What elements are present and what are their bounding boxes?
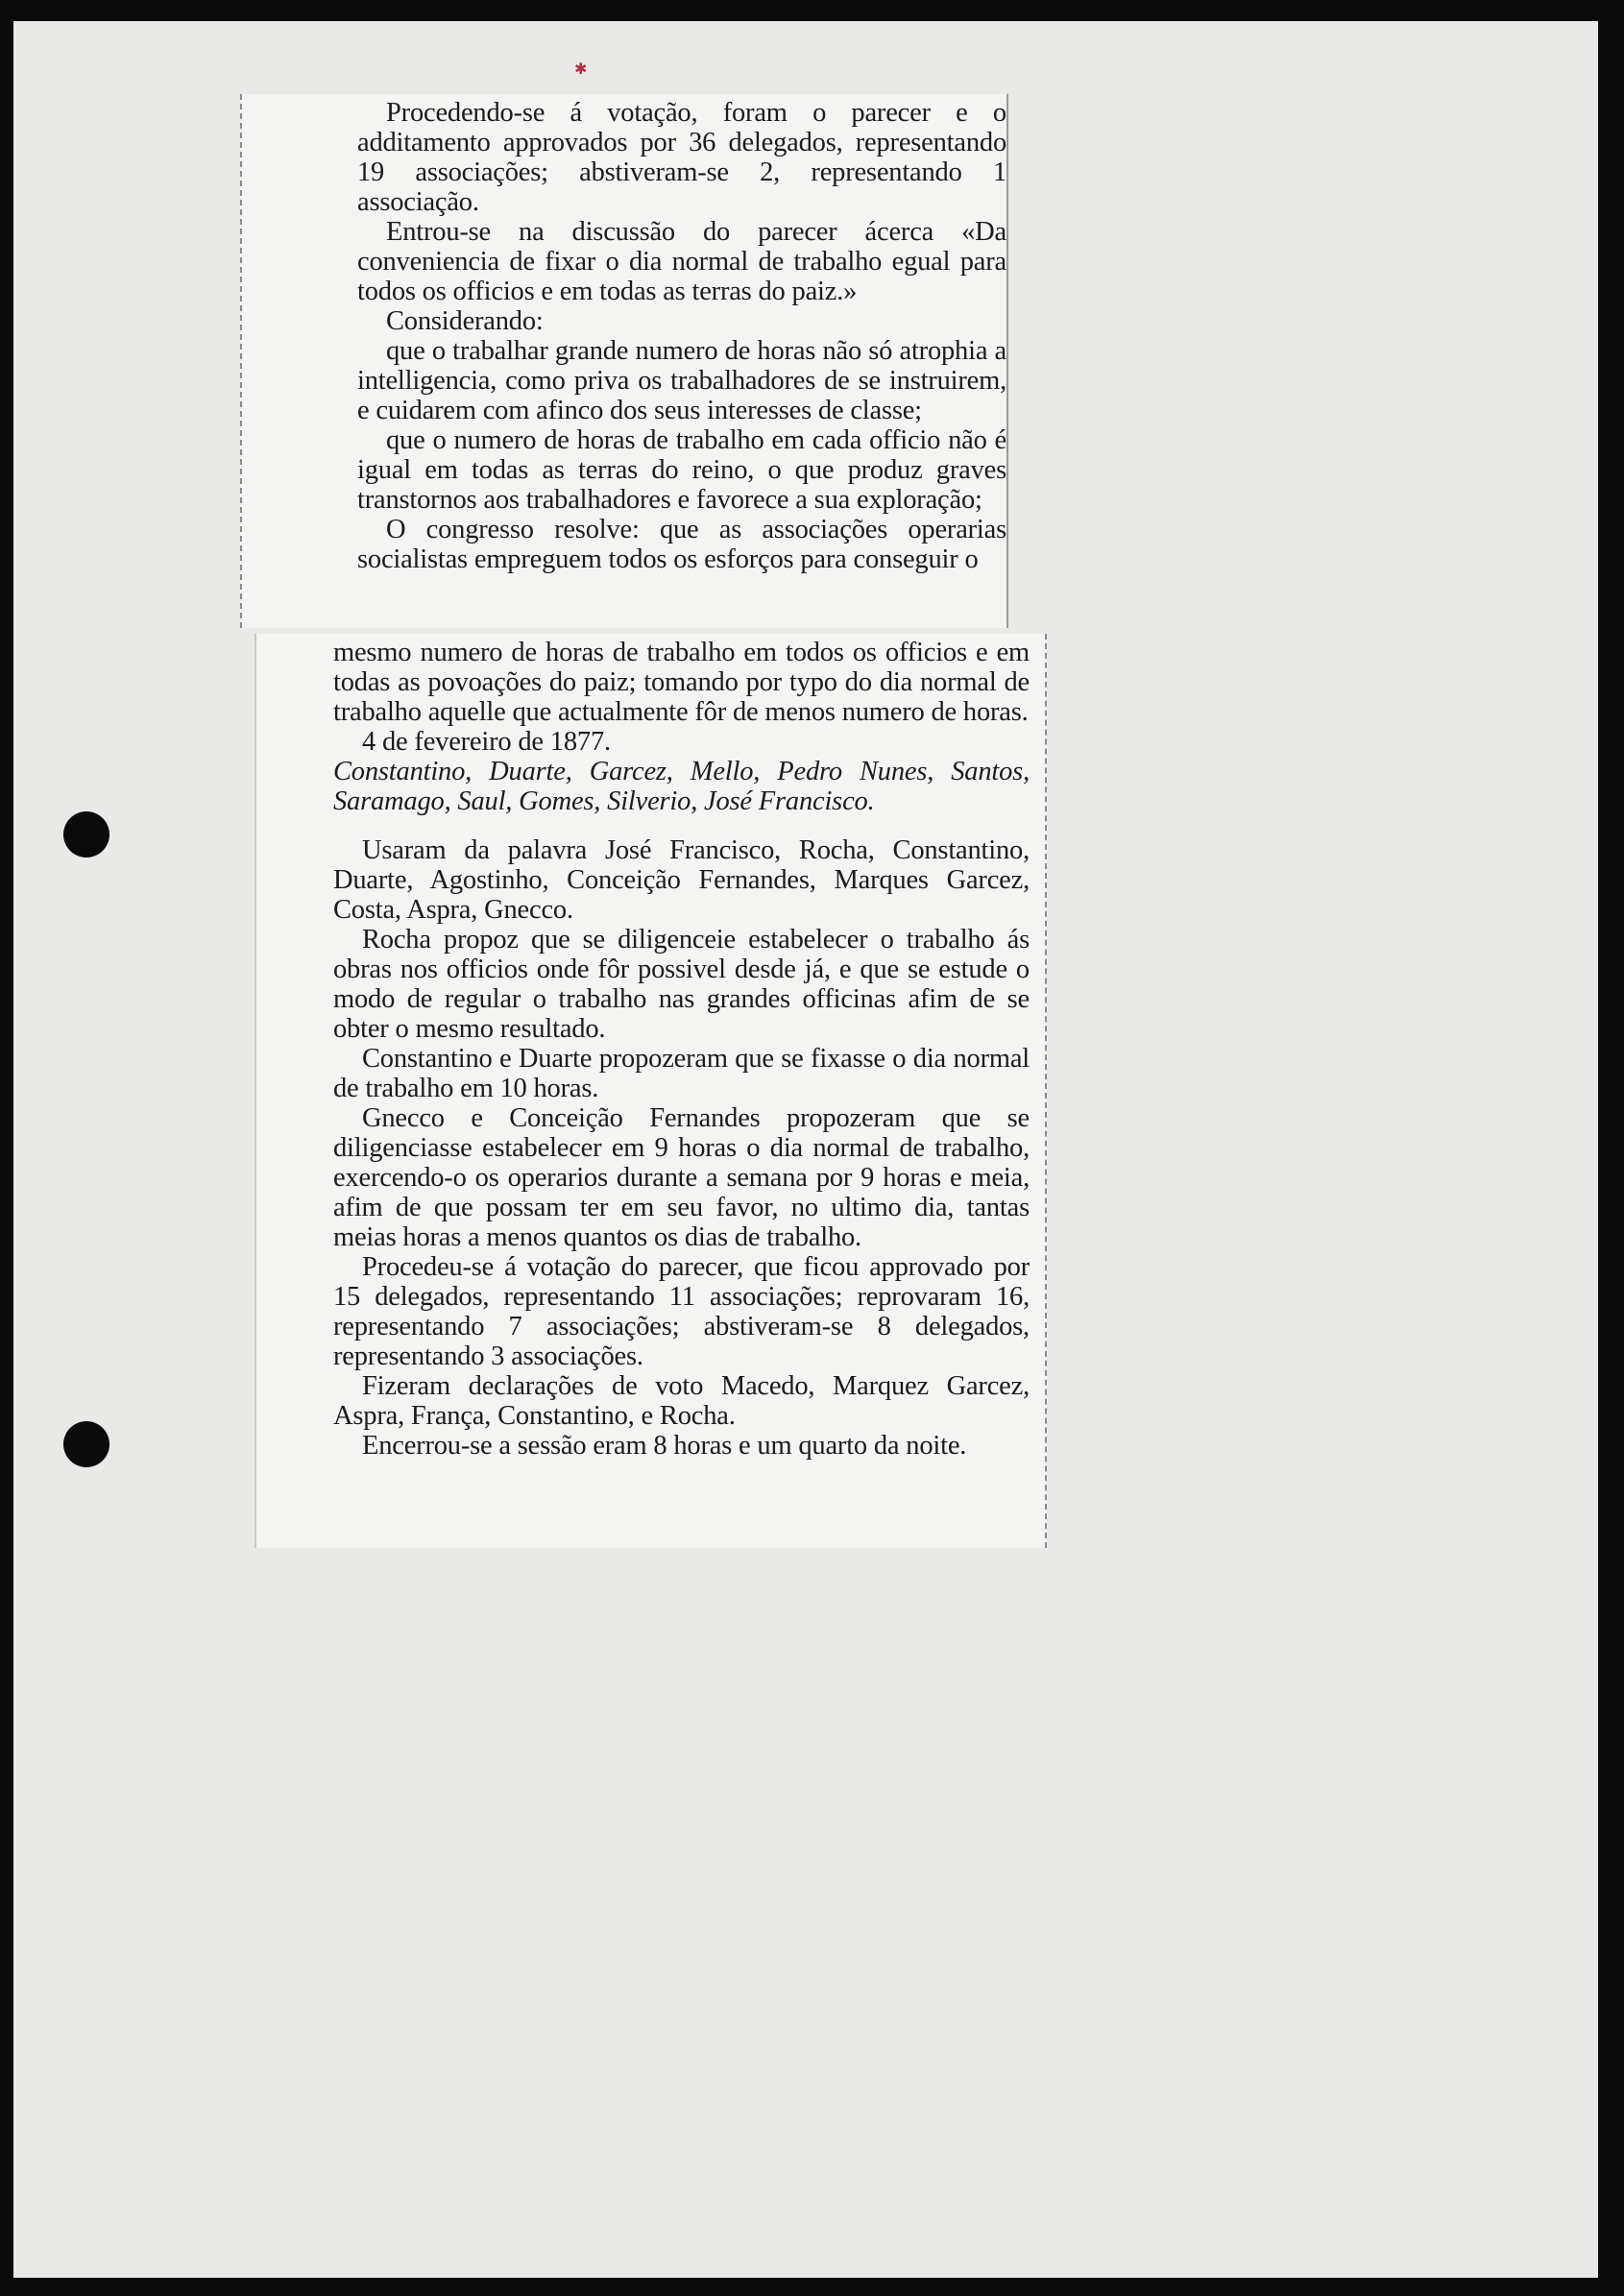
clipping-lower-text [333, 638, 1030, 1461]
ink-mark: ✱ [574, 61, 588, 78]
paragraph: Usaram da palavra José Francisco, Rocha, Constantino, Duarte, Agostinho, Conceição Fernandes, Marques Garcez, Costa, Aspra, Gnecco. [333, 835, 1030, 925]
paragraph: Rocha propoz que se diligenceie estabelecer o trabalho ás obras nos officios onde fôr possivel desde já, e que se estude o modo de regular o trabalho nas grandes officinas afim de se obter o mesmo resultado. [333, 925, 1030, 1044]
newspaper-clipping-lower [255, 634, 1047, 1548]
continuation-paragraph: mesmo numero de horas de trabalho em todos os officios e em todas as povoações do paiz; tomando por typo do dia normal de trabalho aquelle que actualmente fôr de menos numero de horas. [333, 638, 1030, 727]
paragraph: Gnecco e Conceição Fernandes propozeram que se diligenciasse estabelecer em 9 horas o dia normal de trabalho, exercendo-o os operarios durante a semana por 9 horas e meia, afim de que possam ter em seu favor, no ultimo dia, tantas meias horas a menos quantos os dias de trabalho. [333, 1103, 1030, 1252]
paragraph: Fizeram declarações de voto Macedo, Marquez Garcez, Aspra, França, Constantino, e Rocha. [333, 1371, 1030, 1431]
paragraph: Procedendo-se á votação, foram o parecer e o additamento approvados por 36 delegados, representando 19 associações; abstiveram-se 2, representando 1 associação. [357, 98, 1006, 217]
paragraph: Procedeu-se á votação do parecer, que ficou approvado por 15 delegados, representando 11 associações; reprovaram 16, representando 7 associações; abstiveram-se 8 delegados, representando 3 associações. [333, 1252, 1030, 1371]
signatories: Constantino, Duarte, Garcez, Mello, Pedro Nunes, Santos, Saramago, Saul, Gomes, Silverio, José Francisco. [333, 757, 1030, 816]
paragraph: que o numero de horas de trabalho em cada officio não é igual em todas as terras do reino, o que produz graves transtornos aos trabalhadores e favorece a sua exploração; [357, 425, 1006, 515]
punch-hole-top [63, 811, 109, 858]
paragraph: O congresso resolve: que as associações operarias socialistas empreguem todos os esforços para conseguir o [357, 515, 1006, 574]
paragraph: Encerrou-se a sessão eram 8 horas e um quarto da noite. [362, 1431, 967, 1461]
paragraph: que o trabalhar grande numero de horas não só atrophia a intelligencia, como priva os trabalhadores de se instruirem, e cuidarem com afinco dos seus interesses de classe; [357, 336, 1006, 425]
paragraph: Considerando: [386, 306, 544, 336]
paragraph: Constantino e Duarte propozeram que se fixasse o dia normal de trabalho em 10 horas. [333, 1044, 1030, 1103]
clipping-upper-text [357, 98, 1006, 574]
newspaper-clipping-upper [240, 94, 1008, 628]
resolution-date: 4 de fevereiro de 1877. [362, 727, 611, 757]
punch-hole-bottom [63, 1421, 109, 1467]
paragraph: Entrou-se na discussão do parecer ácerca «Da conveniencia de fixar o dia normal de trabalho egual para todos os officios e em todas as terras do paiz.» [357, 217, 1006, 306]
